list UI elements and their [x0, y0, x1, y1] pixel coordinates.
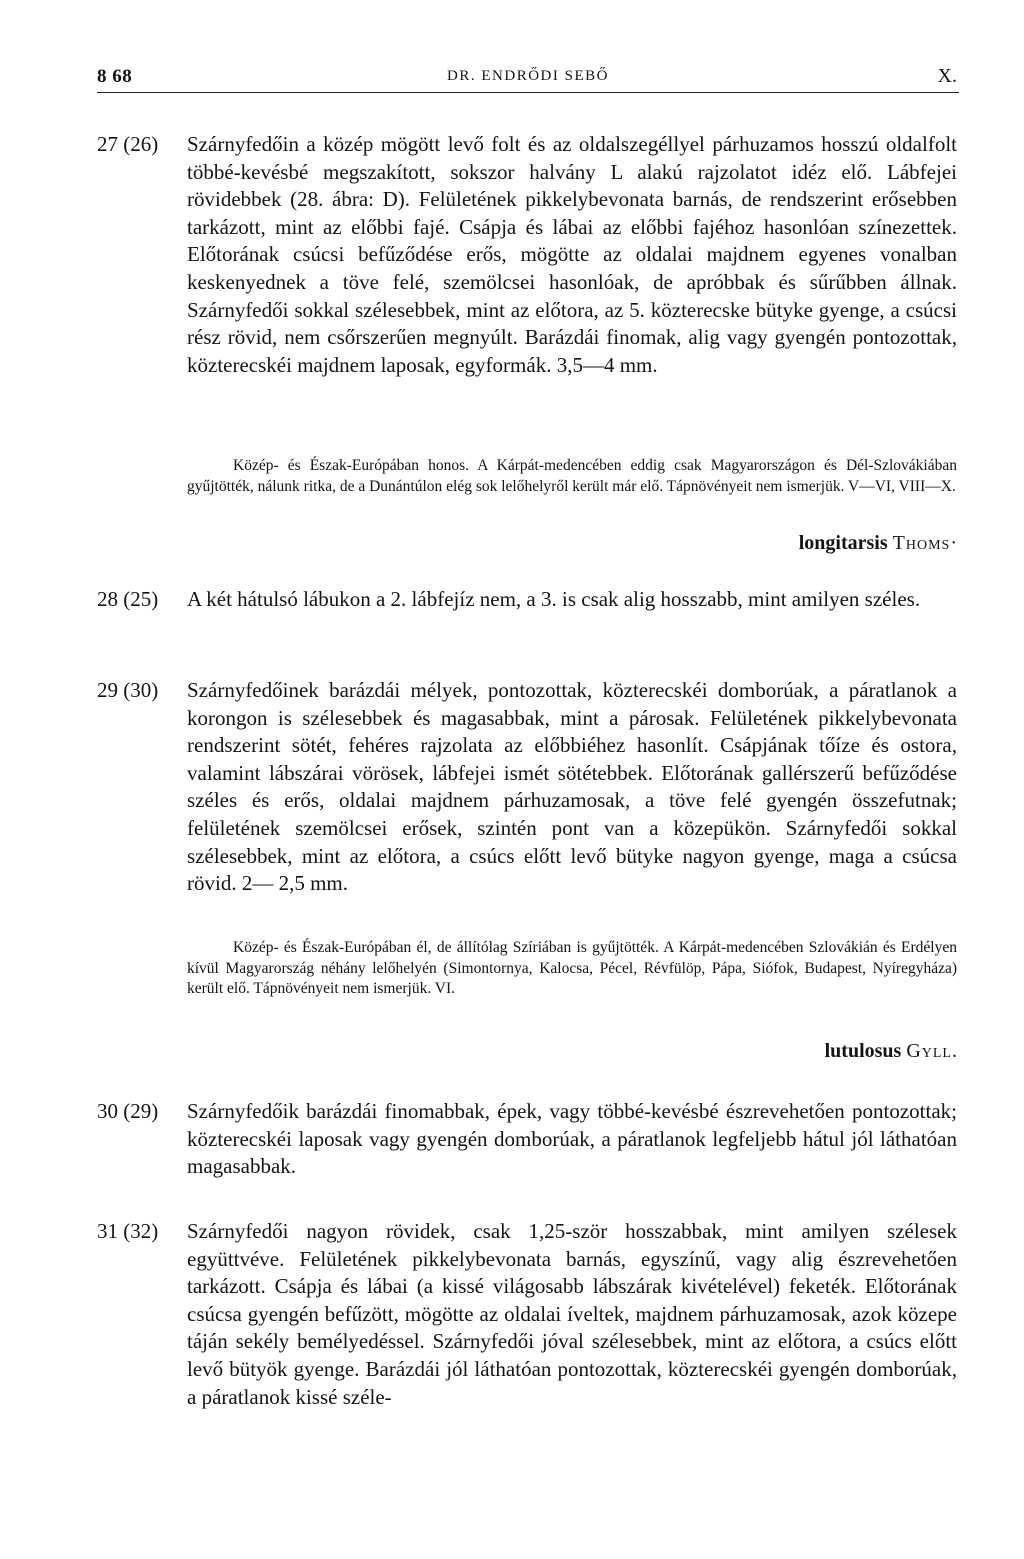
key-entry-29: [97, 677, 957, 898]
running-author: DR. ENDRŐDI SEBŐ: [447, 68, 609, 84]
note-text: Közép- és Észak-Európában él, de állítólag Szíriában is gyűjtötték. A Kárpát-medencében Szlovákián és Erdélyen kívül Magyarország néhány lelőhelyén (Simontornya, Kalocsa, Pécel, Révfülöp, Pápa, Siófok, Budapest, Nyíregyháza) került elő. Tápnövényeit nem ismerjük. VI.: [187, 939, 957, 998]
page-number: 8 68: [97, 66, 133, 87]
species-author: Gyll.: [906, 1040, 958, 1062]
running-header: [97, 66, 959, 93]
entry-number: 31 (32): [97, 1219, 159, 1243]
entry-text: A két hátulsó lábukon a 2. lábfejíz nem, a 3. is csak alig hosszabb, mint amilyen széles.: [187, 587, 921, 611]
species-name: [825, 1040, 958, 1063]
species-epithet: longitarsis: [798, 532, 888, 554]
entry-number: 28 (25): [97, 587, 159, 611]
key-entry-27: [97, 131, 957, 379]
entry-number: 29 (30): [97, 678, 159, 702]
entry-text: Szárnyfedői nagyon rövidek, csak 1,25-ször hosszabbak, mint amilyen szélesek együttvéve. Felületének pikkelybevonata barnás, egyszínű, vagy alig észrevehetően tarkázott. Csápja és lábai (a kissé világosabb lábszárak kivételével) feketék. Előtorának csúcsa gyengén befűzött, mögötte az oldalai íveltek, majdnem párhuzamosak, azok közepe táján sekély bemélyedéssel. Szárnyfedői jóval szélesebbek, mint az előtora, a csúcs előtt levő bütyök gyenge. Barázdái jól láthatóan pontozottak, közterecskéi gyengén domborúak, a páratlanok kissé széle-: [187, 1219, 957, 1409]
entry-number: 27 (26): [97, 132, 159, 156]
note-text: Közép- és Észak-Európában honos. A Kárpát-medencében eddig csak Magyarországon és Dél-Szlovákiában gyűjtötték, nálunk ritka, de a Dunántúlon elég sok lelőhelyről került már elő. Tápnövényeit nem ismerjük. V—VI, VIII—X.: [187, 457, 957, 495]
distribution-note: [187, 938, 957, 1000]
key-entry-28: [97, 586, 957, 614]
species-epithet: lutulosus: [824, 1040, 902, 1062]
entry-text: Szárnyfedőin a közép mögött levő folt és az oldalszegéllyel párhuzamos hosszú oldalfolt többé-kevésbé megszakított, sokszor halvány L alakú rajzolatot idéz elő. Lábfejei rövidebbek (28. ábra: D). Felületének pikkelybevonata barnás, de rendszerint erősebben tarkázott, mint az előbbi fajé. Csápja és lábai az előbbi fajéhoz hasonlóan színezettek. Előtorának csúcsi befűződése erős, mögötte az oldalai majdnem egyenes vonalban keskenyednek a töve felé, szemölcsei hasonlóak, de apróbbak és sűrűbben állnak. Szárnyfedői sokkal szélesebbek, mint az előtora, az 5. közterecske bütyke gyenge, a csúcsi rész rövid, nem csőrszerűen megnyúlt. Barázdái finomak, alig vagy gyengén pontozottak, közterecskéi majdnem laposak, egyformák. 3,5—4 mm.: [187, 132, 957, 377]
distribution-note: [187, 456, 957, 497]
key-entry-31: [97, 1218, 957, 1411]
entry-number: 30 (29): [97, 1099, 159, 1123]
entry-text: Szárnyfedőik barázdái finomabbak, épek, vagy többé-kevésbé észrevehetően pontozottak; közterecskéi laposak vagy gyengén domborúak, a páratlanok legfeljebb hátul jól láthatóan magasabbak.: [187, 1099, 957, 1179]
section-number: X.: [937, 65, 957, 87]
species-name: [799, 532, 958, 555]
species-author: Thoms·: [892, 532, 958, 554]
entry-text: Szárnyfedőinek barázdái mélyek, pontozottak, közterecskéi domborúak, a páratlanok a korongon is szélesebbek és magasabbak, mint a párosak. Felületének pikkelybevonata rendszerint sötét, fehéres rajzolata az előbbiéhez hasonlít. Csápjának tőíze és ostora, valamint lábszárai vörösek, lábfejei ismét sötétebbek. Előtorának gallérszerű befűződése széles és erős, oldalai majdnem párhuzamosak, a töve felé gyengén összefutnak; felületének szemölcsei erősek, szintén pont van a közepükön. Szárnyfedői sokkal szélesebbek, mint az előtora, a csúcs előtt levő bütyke nagyon gyenge, maga a csúcsa rövid. 2— 2,5 mm.: [187, 678, 957, 896]
key-entry-30: [97, 1098, 957, 1181]
